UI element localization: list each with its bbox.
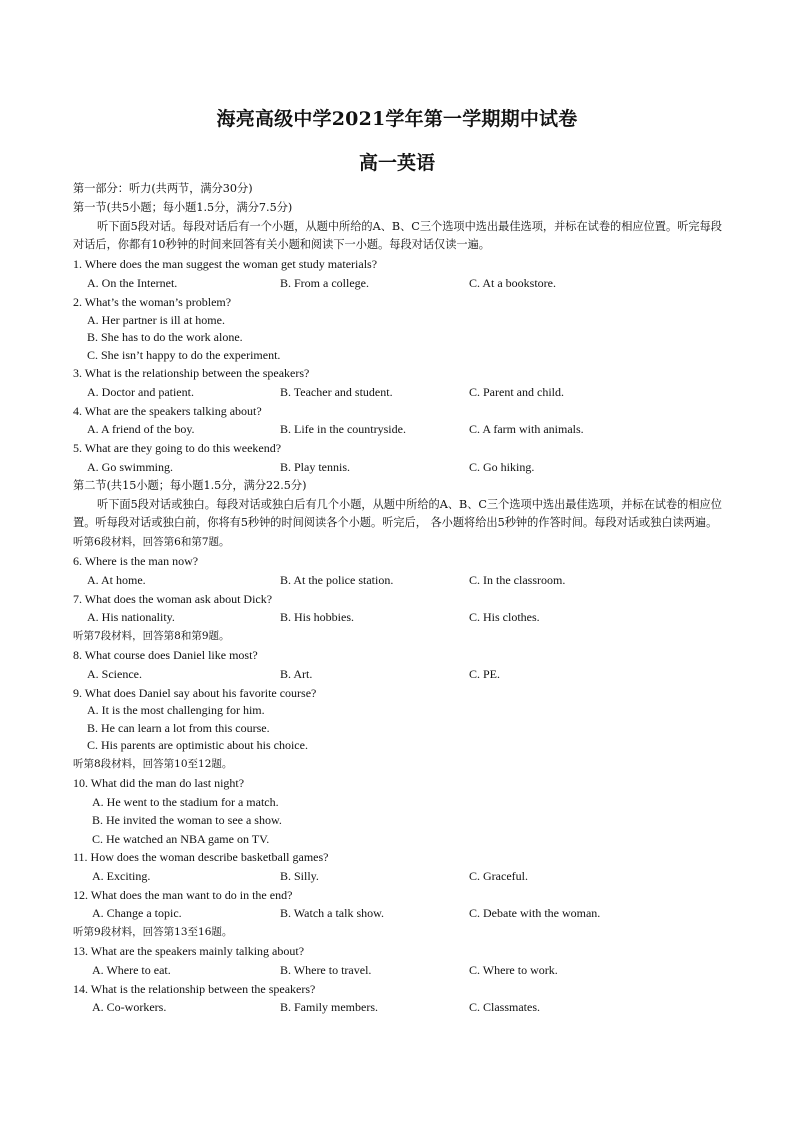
option-a: A. On the Internet. <box>87 275 178 290</box>
question-3: 3. What is the relationship between the speakers? <box>73 366 310 381</box>
option-c: C. Go hiking. <box>469 460 535 475</box>
option-c: C. His parents are optimistic about his choice. <box>87 738 308 753</box>
option-b: B. She has to do the work alone. <box>87 330 243 345</box>
question-4: 4. What are the speakers talking about? <box>73 403 262 418</box>
option-b: B. Where to travel. <box>280 962 372 977</box>
option-a: A. A friend of the boy. <box>87 422 195 437</box>
option-b: B. Teacher and student. <box>280 384 393 399</box>
option-a: A. Doctor and patient. <box>87 384 194 399</box>
option-c: C. At a bookstore. <box>469 275 556 290</box>
section2-heading: 第二节(共15小题；每小题1.5分，满分22.5分) <box>73 478 307 492</box>
option-a: A. At home. <box>87 572 146 587</box>
option-c: C. Where to work. <box>469 962 558 977</box>
options-13 <box>73 961 728 980</box>
question-14: 14. What is the relationship between the speakers? <box>73 981 316 996</box>
option-b: B. He invited the woman to see a show. <box>92 813 282 828</box>
question-11: 11. How does the woman describe basketball games? <box>73 850 329 865</box>
options-8 <box>73 665 728 684</box>
options-11 <box>73 867 728 886</box>
option-c: C. In the classroom. <box>469 572 566 587</box>
option-c: C. A farm with animals. <box>469 422 584 437</box>
section2-instructions: 听下面5段对话或独白。每段对话或独白后有几个小题，从题中所给的A、B、C三个选项中选出最佳选项，并标在试卷的相应位置。听每段对话或独白前，你将有5秒钟的时间阅读各个小题。听完后， 各小题将给出5秒钟的作答时间。每段对话或独白读两遍。 <box>73 497 722 530</box>
option-b: B. He can learn a lot from this course. <box>87 720 270 735</box>
option-b: B. At the police station. <box>280 572 394 587</box>
listening-note-8: 听第8段材料，回答第10至12题。 <box>73 757 233 770</box>
option-a: A. Go swimming. <box>87 460 174 475</box>
option-c: C. His clothes. <box>469 610 540 625</box>
options-3 <box>73 383 728 402</box>
listening-note-9: 听第9段材料，回答第13至16题。 <box>73 926 233 939</box>
option-c: C. Debate with the woman. <box>469 906 601 921</box>
options-6 <box>73 571 728 590</box>
option-a: A. His nationality. <box>87 610 175 625</box>
question-13: 13. What are the speakers mainly talking about? <box>73 944 305 958</box>
option-a: A. Change a topic. <box>92 906 182 921</box>
listening-note-7: 听第7段材料，回答第8和第9题。 <box>73 630 230 643</box>
question-1: 1. Where does the man suggest the woman get study materials? <box>73 257 378 272</box>
option-b: B. Family members. <box>280 1000 378 1015</box>
option-b: B. Play tennis. <box>280 460 351 475</box>
option-a: A. Where to eat. <box>92 962 171 977</box>
option-a: A. Science. <box>87 666 142 681</box>
option-a: A. Co-workers. <box>92 1000 167 1015</box>
question-5: 5. What are they going to do this weekend? <box>73 441 282 456</box>
question-12: 12. What does the man want to do in the end? <box>73 887 293 902</box>
option-c: C. He watched an NBA game on TV. <box>92 831 270 846</box>
question-8: 8. What course does Daniel like most? <box>73 648 258 663</box>
option-b: B. Watch a talk show. <box>280 906 385 921</box>
option-b: B. His hobbies. <box>280 610 355 625</box>
option-b: B. From a college. <box>280 275 369 290</box>
option-b: B. Art. <box>280 666 313 681</box>
section1-heading: 第一节(共5小题；每小题1.5分，满分7.5分) <box>73 200 293 214</box>
option-a: A. He went to the stadium for a match. <box>92 794 279 809</box>
option-a: A. Her partner is ill at home. <box>87 312 225 327</box>
option-c: C. PE. <box>469 666 501 681</box>
option-b: B. Silly. <box>280 868 319 883</box>
question-2: 2. What’s the woman’s problem? <box>73 294 232 309</box>
option-a: A. Exciting. <box>92 868 151 883</box>
options-1 <box>73 274 728 293</box>
options-14 <box>73 998 728 1017</box>
option-b: B. Life in the countryside. <box>280 422 406 437</box>
option-c: C. Classmates. <box>469 1000 540 1015</box>
question-7: 7. What does the woman ask about Dick? <box>73 591 273 606</box>
exam-subtitle: 高一英语 <box>358 152 435 174</box>
options-12 <box>73 904 728 923</box>
exam-title: 海亮高级中学2021学年第一学期期中试卷 <box>216 108 578 130</box>
options-5 <box>73 458 728 477</box>
section1-instructions: 听下面5段对话。每段对话后有一个小题，从题中所给的A、B、C三个选项中选出最佳选项，并标在试卷的相应位置。听完每段对话后，你都有10秒钟的时间来回答有关小题和阅读下一小题。每段对话仅读一遍。 <box>73 219 722 252</box>
option-c: C. Graceful. <box>469 868 528 883</box>
option-a: A. It is the most challenging for him. <box>87 703 265 718</box>
option-c: C. She isn’t happy to do the experiment. <box>87 347 281 362</box>
question-10: 10. What did the man do last night? <box>73 775 245 790</box>
options-7 <box>73 608 728 627</box>
exam-content <box>73 180 728 1017</box>
options-4 <box>73 420 728 439</box>
option-c: C. Parent and child. <box>469 384 564 399</box>
question-9: 9. What does Daniel say about his favorite course? <box>73 685 317 700</box>
part1-heading: 第一部分：听力(共两节，满分30分) <box>73 182 253 195</box>
listening-note-6: 听第6段材料，回答第6和第7题。 <box>73 536 230 549</box>
question-6: 6. Where is the man now? <box>73 554 199 569</box>
